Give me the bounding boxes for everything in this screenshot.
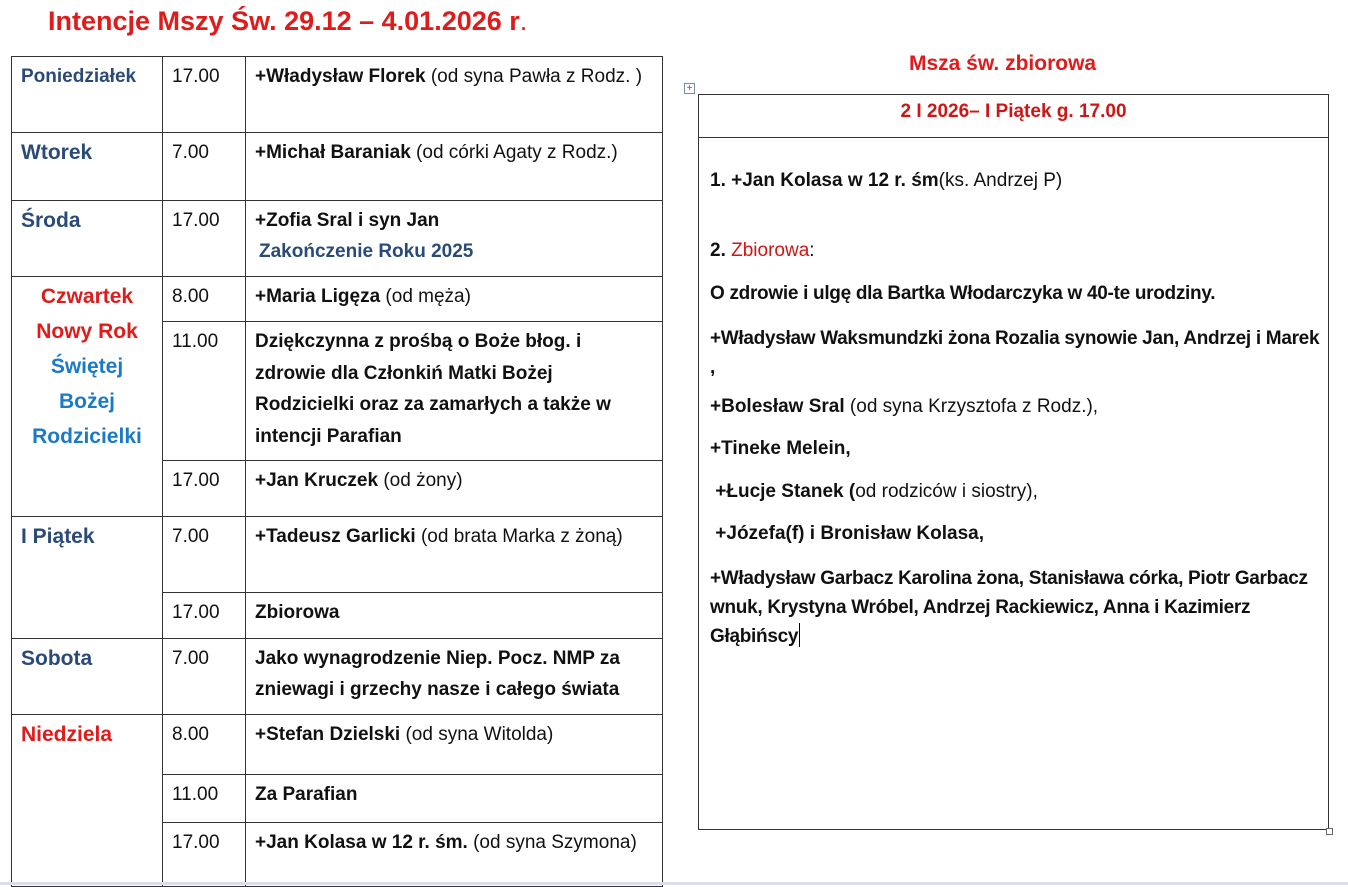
- time-cell: 17.00: [163, 593, 246, 639]
- collective-line: +Józefa(f) i Bronisław Kolasa,: [710, 523, 984, 544]
- row-tuesday: [12, 133, 663, 201]
- intention-cell: +Jan Kruczek (od żony): [246, 461, 663, 517]
- row-thursday-1: [12, 277, 663, 322]
- row-monday: [12, 57, 663, 133]
- intention-cell: Zbiorowa: [246, 593, 663, 639]
- collective-line: O zdrowie i ulgę dla Bartka Włodarczyka w 40-te urodziny.: [710, 283, 1216, 304]
- collective-item-2: 2. Zbiorowa:: [710, 240, 815, 261]
- intention-cell: Dziękczynna z prośbą o Boże błog. i zdrowie dla Członkiń Matki Bożej Rodzicielki oraz za zamarłych a także w intencji Parafian: [246, 322, 663, 461]
- page-title: Intencje Mszy Św. 29.12 – 4.01.2026 r.: [48, 6, 528, 36]
- time-cell: 11.00: [163, 322, 246, 461]
- collective-line-long: +Władysław Garbacz Karolina żona, Stanisława córka, Piotr Garbacz wnuk, Krystyna Wróbel, Andrzej Rackiewicz, Anna i Kazimierz Głąbińscy: [710, 568, 1308, 647]
- intention-cell: Jako wynagrodzenie Niep. Pocz. NMP za zniewagi i grzechy nasze i całego świata: [246, 639, 663, 715]
- time-cell: 8.00: [163, 277, 246, 322]
- collective-mass-body: [698, 94, 1348, 830]
- time-cell: 17.00: [163, 461, 246, 517]
- intention-cell: +Jan Kolasa w 12 r. śm. (od syna Szymona): [246, 823, 663, 887]
- collective-line: +Bolesław Sral (od syna Krzysztofa z Rodz.),: [710, 396, 1099, 417]
- intention-cell: +Władysław Florek (od syna Pawła z Rodz. ): [246, 57, 663, 133]
- collective-mass-title: Msza św. zbiorowa: [909, 52, 1097, 75]
- time-cell: 7.00: [163, 517, 246, 593]
- collective-line: +Łucje Stanek (od rodziców i siostry),: [710, 481, 1038, 502]
- intention-cell: +Zofia Sral i syn Jan Zakończenie Roku 2025: [246, 201, 663, 277]
- day-tuesday: Wtorek: [12, 133, 163, 201]
- intention-cell: +Stefan Dzielski (od syna Witolda): [246, 715, 663, 775]
- day-friday: I Piątek: [12, 517, 163, 639]
- day-thursday: Czwartek Nowy Rok Świętej Bożej Rodzicielki: [12, 277, 163, 517]
- day-saturday: Sobota: [12, 639, 163, 715]
- time-cell: 17.00: [163, 823, 246, 887]
- time-cell: 17.00: [163, 201, 246, 277]
- time-cell: 7.00: [163, 133, 246, 201]
- collective-line: +Tineke Melein,: [710, 438, 851, 459]
- collective-line: +Władysław Waksmundzki żona Rozalia synowie Jan, Andrzej i Marek ,: [710, 328, 1320, 378]
- text-cursor: [799, 623, 800, 647]
- intention-cell: +Tadeusz Garlicki (od brata Marka z żoną): [246, 517, 663, 593]
- intention-cell: Za Parafian: [246, 775, 663, 823]
- resize-handle-icon[interactable]: [1326, 828, 1333, 835]
- collective-mass-header: 2 I 2026– I Piątek g. 17.00: [699, 95, 1328, 138]
- row-wednesday: [12, 201, 663, 277]
- time-cell: 11.00: [163, 775, 246, 823]
- row-sunday-1: [12, 715, 663, 775]
- row-friday-1: [12, 517, 663, 593]
- time-cell: 7.00: [163, 639, 246, 715]
- day-monday: Poniedziałek: [12, 57, 163, 133]
- time-cell: 17.00: [163, 57, 246, 133]
- intention-cell: +Michał Baraniak (od córki Agaty z Rodz.): [246, 133, 663, 201]
- day-wednesday: Środa: [12, 201, 163, 277]
- schedule-table: [11, 56, 663, 887]
- day-sunday: Niedziela: [12, 715, 163, 887]
- collective-item-1: 1. +Jan Kolasa w 12 r. śm(ks. Andrzej P): [710, 170, 1063, 191]
- row-saturday: [12, 639, 663, 715]
- table-move-handle-icon[interactable]: +: [684, 83, 695, 94]
- intention-cell: +Maria Ligęza (od męża): [246, 277, 663, 322]
- year-end-note: Zakończenie Roku 2025: [259, 241, 474, 262]
- time-cell: 8.00: [163, 715, 246, 775]
